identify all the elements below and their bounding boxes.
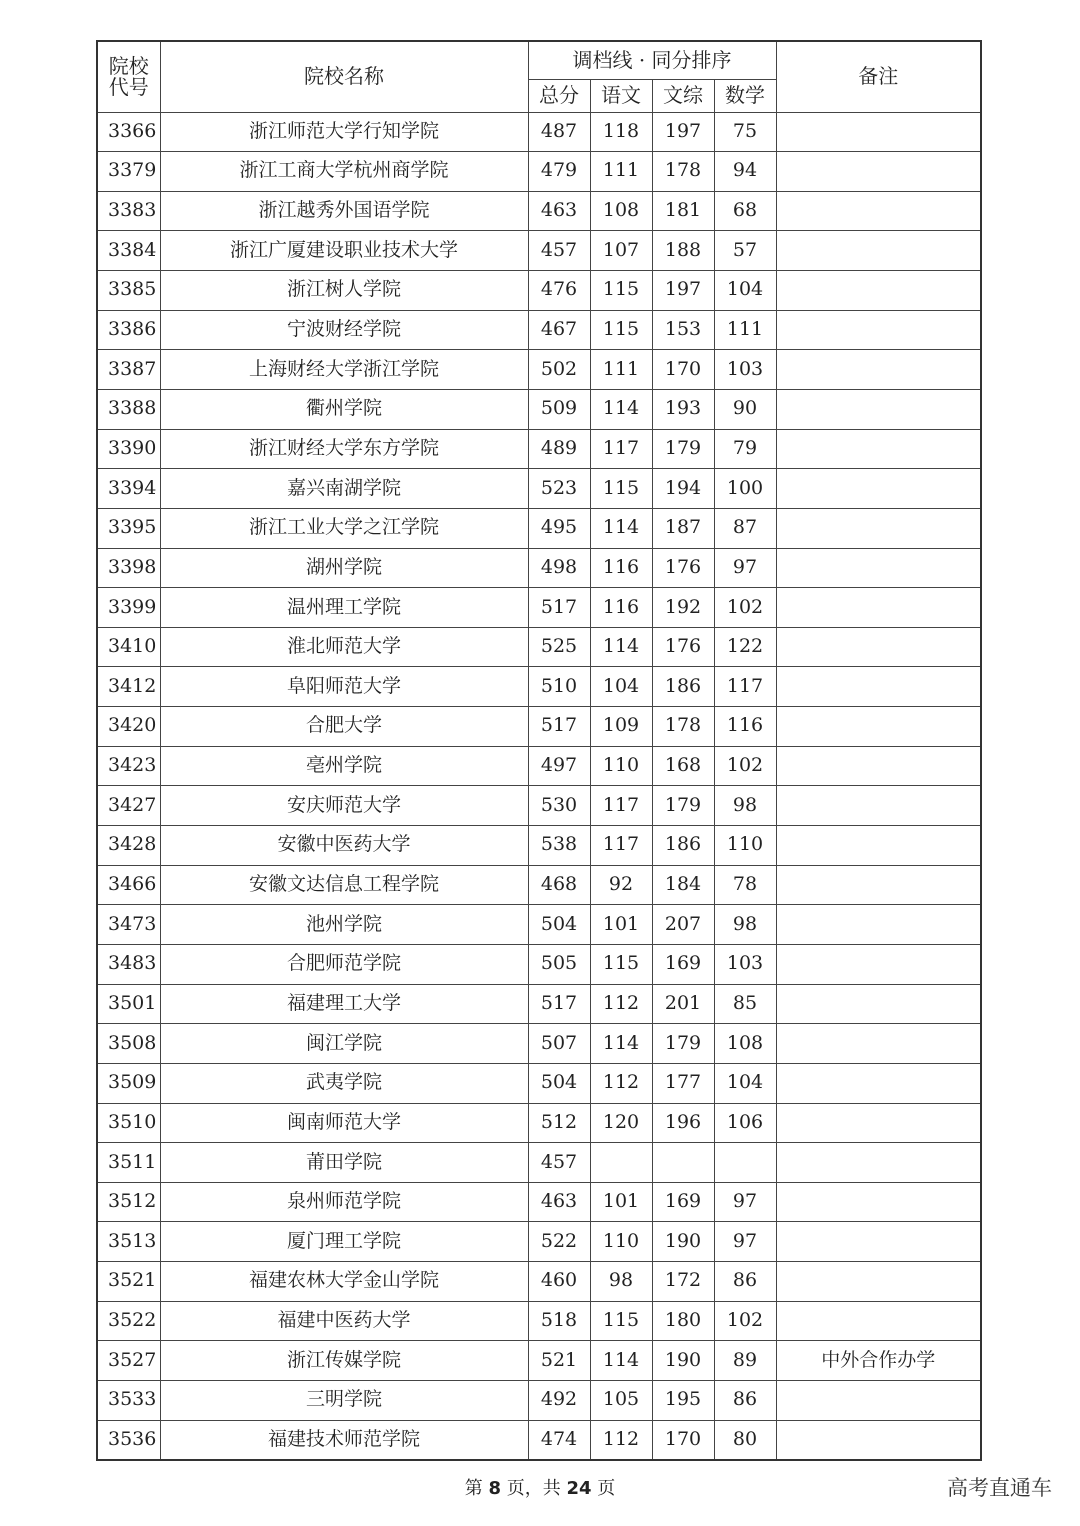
school-code-cell: 3510 xyxy=(97,1103,160,1143)
note-cell xyxy=(776,469,981,509)
total-score-cell: 489 xyxy=(528,429,590,469)
note-cell xyxy=(776,548,981,588)
school-name-cell: 安徽文达信息工程学院 xyxy=(160,865,528,905)
chinese-score-cell: 115 xyxy=(590,310,652,350)
school-code-cell: 3513 xyxy=(97,1222,160,1262)
chinese-score-cell xyxy=(590,1143,652,1183)
table-row xyxy=(97,429,981,469)
chinese-score-cell: 107 xyxy=(590,231,652,271)
footer-prefix: 第 xyxy=(464,1478,483,1499)
school-code-cell: 3420 xyxy=(97,707,160,747)
math-score-cell: 57 xyxy=(714,231,776,271)
math-score-cell: 103 xyxy=(714,350,776,390)
table-row xyxy=(97,1103,981,1143)
total-score-cell: 512 xyxy=(528,1103,590,1143)
note-cell xyxy=(776,865,981,905)
total-score-cell: 497 xyxy=(528,746,590,786)
header-total: 总分 xyxy=(528,79,590,112)
math-score-cell: 104 xyxy=(714,1063,776,1103)
chinese-score-cell: 120 xyxy=(590,1103,652,1143)
table-row xyxy=(97,707,981,747)
note-cell xyxy=(776,707,981,747)
school-name-cell: 福建技术师范学院 xyxy=(160,1420,528,1460)
math-score-cell: 98 xyxy=(714,786,776,826)
math-score-cell: 111 xyxy=(714,310,776,350)
math-score-cell: 94 xyxy=(714,152,776,192)
total-score-cell: 538 xyxy=(528,826,590,866)
liberal-arts-score-cell: 169 xyxy=(652,944,714,984)
school-code-cell: 3533 xyxy=(97,1381,160,1421)
math-score-cell: 110 xyxy=(714,826,776,866)
header-score-group: 调档线 · 同分排序 xyxy=(528,41,776,79)
table-row xyxy=(97,1262,981,1302)
table-row xyxy=(97,112,981,152)
math-score-cell: 102 xyxy=(714,588,776,628)
chinese-score-cell: 112 xyxy=(590,1063,652,1103)
liberal-arts-score-cell: 184 xyxy=(652,865,714,905)
table-row xyxy=(97,191,981,231)
note-cell xyxy=(776,1143,981,1183)
school-name-cell: 池州学院 xyxy=(160,905,528,945)
note-cell xyxy=(776,746,981,786)
liberal-arts-score-cell: 181 xyxy=(652,191,714,231)
liberal-arts-score-cell: 196 xyxy=(652,1103,714,1143)
liberal-arts-score-cell: 153 xyxy=(652,310,714,350)
school-name-cell: 武夷学院 xyxy=(160,1063,528,1103)
table-row xyxy=(97,231,981,271)
page-footer xyxy=(0,1474,1080,1500)
note-cell xyxy=(776,905,981,945)
table-row xyxy=(97,1222,981,1262)
chinese-score-cell: 110 xyxy=(590,746,652,786)
total-score-cell: 504 xyxy=(528,905,590,945)
school-name-cell: 莆田学院 xyxy=(160,1143,528,1183)
school-code-cell: 3410 xyxy=(97,627,160,667)
header-note: 备注 xyxy=(776,41,981,112)
school-name-cell: 衢州学院 xyxy=(160,389,528,429)
table-row xyxy=(97,469,981,509)
math-score-cell: 106 xyxy=(714,1103,776,1143)
total-score-cell: 507 xyxy=(528,1024,590,1064)
total-score-cell: 510 xyxy=(528,667,590,707)
school-name-cell: 合肥大学 xyxy=(160,707,528,747)
liberal-arts-score-cell: 197 xyxy=(652,112,714,152)
table-row xyxy=(97,746,981,786)
school-name-cell: 浙江传媒学院 xyxy=(160,1341,528,1381)
school-code-cell: 3512 xyxy=(97,1182,160,1222)
math-score-cell: 116 xyxy=(714,707,776,747)
liberal-arts-score-cell: 187 xyxy=(652,508,714,548)
note-cell xyxy=(776,310,981,350)
school-name-cell: 福建中医药大学 xyxy=(160,1301,528,1341)
table-row xyxy=(97,271,981,311)
chinese-score-cell: 117 xyxy=(590,826,652,866)
math-score-cell: 97 xyxy=(714,548,776,588)
header-math: 数学 xyxy=(714,79,776,112)
note-cell xyxy=(776,1301,981,1341)
chinese-score-cell: 114 xyxy=(590,508,652,548)
math-score-cell: 100 xyxy=(714,469,776,509)
note-cell xyxy=(776,191,981,231)
math-score-cell: 117 xyxy=(714,667,776,707)
school-name-cell: 上海财经大学浙江学院 xyxy=(160,350,528,390)
chinese-score-cell: 115 xyxy=(590,271,652,311)
table-row xyxy=(97,1024,981,1064)
school-code-cell: 3384 xyxy=(97,231,160,271)
liberal-arts-score-cell: 179 xyxy=(652,786,714,826)
school-code-cell: 3423 xyxy=(97,746,160,786)
school-code-cell: 3521 xyxy=(97,1262,160,1302)
school-code-cell: 3394 xyxy=(97,469,160,509)
school-name-cell: 浙江越秀外国语学院 xyxy=(160,191,528,231)
total-score-cell: 492 xyxy=(528,1381,590,1421)
school-name-cell: 厦门理工学院 xyxy=(160,1222,528,1262)
math-score-cell: 90 xyxy=(714,389,776,429)
school-name-cell: 浙江师范大学行知学院 xyxy=(160,112,528,152)
liberal-arts-score-cell: 176 xyxy=(652,627,714,667)
liberal-arts-score-cell: 193 xyxy=(652,389,714,429)
table-row xyxy=(97,1420,981,1460)
school-name-cell: 浙江广厦建设职业技术大学 xyxy=(160,231,528,271)
note-cell xyxy=(776,944,981,984)
note-cell xyxy=(776,588,981,628)
school-code-cell: 3522 xyxy=(97,1301,160,1341)
chinese-score-cell: 114 xyxy=(590,389,652,429)
note-cell: 中外合作办学 xyxy=(776,1341,981,1381)
total-score-cell: 504 xyxy=(528,1063,590,1103)
school-name-cell: 亳州学院 xyxy=(160,746,528,786)
liberal-arts-score-cell: 186 xyxy=(652,826,714,866)
school-code-cell: 3428 xyxy=(97,826,160,866)
liberal-arts-score-cell: 177 xyxy=(652,1063,714,1103)
note-cell xyxy=(776,1024,981,1064)
school-code-cell: 3388 xyxy=(97,389,160,429)
school-code-cell: 3527 xyxy=(97,1341,160,1381)
total-score-cell: 530 xyxy=(528,786,590,826)
footer-suffix: 页 xyxy=(597,1478,616,1499)
school-code-cell: 3386 xyxy=(97,310,160,350)
chinese-score-cell: 116 xyxy=(590,548,652,588)
chinese-score-cell: 109 xyxy=(590,707,652,747)
note-cell xyxy=(776,271,981,311)
school-name-cell: 温州理工学院 xyxy=(160,588,528,628)
table-row xyxy=(97,944,981,984)
school-name-cell: 淮北师范大学 xyxy=(160,627,528,667)
school-name-cell: 湖州学院 xyxy=(160,548,528,588)
chinese-score-cell: 115 xyxy=(590,469,652,509)
math-score-cell: 79 xyxy=(714,429,776,469)
note-cell xyxy=(776,1063,981,1103)
school-name-cell: 闽江学院 xyxy=(160,1024,528,1064)
math-score-cell: 122 xyxy=(714,627,776,667)
table-row xyxy=(97,786,981,826)
math-score-cell: 98 xyxy=(714,905,776,945)
note-cell xyxy=(776,1222,981,1262)
total-score-cell: 474 xyxy=(528,1420,590,1460)
chinese-score-cell: 117 xyxy=(590,429,652,469)
liberal-arts-score-cell: 186 xyxy=(652,667,714,707)
table-row xyxy=(97,1182,981,1222)
liberal-arts-score-cell: 194 xyxy=(652,469,714,509)
math-score-cell: 97 xyxy=(714,1222,776,1262)
school-name-cell: 浙江工商大学杭州商学院 xyxy=(160,152,528,192)
school-name-cell: 安庆师范大学 xyxy=(160,786,528,826)
note-cell xyxy=(776,429,981,469)
note-cell xyxy=(776,231,981,271)
school-code-cell: 3536 xyxy=(97,1420,160,1460)
total-score-cell: 517 xyxy=(528,984,590,1024)
total-score-cell: 479 xyxy=(528,152,590,192)
liberal-arts-score-cell: 190 xyxy=(652,1341,714,1381)
school-code-cell: 3395 xyxy=(97,508,160,548)
note-cell xyxy=(776,1103,981,1143)
math-score-cell: 68 xyxy=(714,191,776,231)
table-row xyxy=(97,588,981,628)
total-score-cell: 487 xyxy=(528,112,590,152)
school-name-cell: 泉州师范学院 xyxy=(160,1182,528,1222)
school-name-cell: 浙江树人学院 xyxy=(160,271,528,311)
liberal-arts-score-cell: 168 xyxy=(652,746,714,786)
school-name-cell: 浙江工业大学之江学院 xyxy=(160,508,528,548)
footer-middle: 页，共 xyxy=(506,1478,561,1499)
chinese-score-cell: 114 xyxy=(590,627,652,667)
school-name-cell: 安徽中医药大学 xyxy=(160,826,528,866)
school-name-cell: 宁波财经学院 xyxy=(160,310,528,350)
footer-page-number: 8 xyxy=(488,1478,501,1499)
math-score-cell: 75 xyxy=(714,112,776,152)
note-cell xyxy=(776,786,981,826)
school-code-cell: 3399 xyxy=(97,588,160,628)
table-row xyxy=(97,152,981,192)
math-score-cell: 86 xyxy=(714,1381,776,1421)
table-row xyxy=(97,1143,981,1183)
total-score-cell: 467 xyxy=(528,310,590,350)
note-cell xyxy=(776,112,981,152)
header-school-code: 院校代号 xyxy=(97,41,160,112)
note-cell xyxy=(776,1420,981,1460)
school-code-cell: 3483 xyxy=(97,944,160,984)
chinese-score-cell: 105 xyxy=(590,1381,652,1421)
liberal-arts-score-cell: 190 xyxy=(652,1222,714,1262)
footer-total-pages: 24 xyxy=(566,1478,592,1499)
table-row xyxy=(97,905,981,945)
math-score-cell: 102 xyxy=(714,1301,776,1341)
school-name-cell: 福建农林大学金山学院 xyxy=(160,1262,528,1302)
school-code-cell: 3366 xyxy=(97,112,160,152)
note-cell xyxy=(776,508,981,548)
school-code-cell: 3508 xyxy=(97,1024,160,1064)
table-row xyxy=(97,826,981,866)
table-body xyxy=(97,112,981,1460)
total-score-cell: 522 xyxy=(528,1222,590,1262)
total-score-cell: 457 xyxy=(528,1143,590,1183)
liberal-arts-score-cell: 197 xyxy=(652,271,714,311)
math-score-cell: 108 xyxy=(714,1024,776,1064)
liberal-arts-score-cell: 178 xyxy=(652,707,714,747)
table-row xyxy=(97,1301,981,1341)
liberal-arts-score-cell: 179 xyxy=(652,1024,714,1064)
total-score-cell: 517 xyxy=(528,588,590,628)
total-score-cell: 523 xyxy=(528,469,590,509)
total-score-cell: 463 xyxy=(528,191,590,231)
school-code-cell: 3387 xyxy=(97,350,160,390)
liberal-arts-score-cell: 188 xyxy=(652,231,714,271)
admission-score-table xyxy=(96,40,982,1461)
total-score-cell: 476 xyxy=(528,271,590,311)
table-row xyxy=(97,310,981,350)
school-code-cell: 3398 xyxy=(97,548,160,588)
chinese-score-cell: 111 xyxy=(590,350,652,390)
note-cell xyxy=(776,984,981,1024)
chinese-score-cell: 111 xyxy=(590,152,652,192)
total-score-cell: 460 xyxy=(528,1262,590,1302)
math-score-cell: 103 xyxy=(714,944,776,984)
school-code-cell: 3509 xyxy=(97,1063,160,1103)
school-code-cell: 3501 xyxy=(97,984,160,1024)
school-name-cell: 合肥师范学院 xyxy=(160,944,528,984)
math-score-cell: 86 xyxy=(714,1262,776,1302)
liberal-arts-score-cell: 170 xyxy=(652,350,714,390)
total-score-cell: 498 xyxy=(528,548,590,588)
liberal-arts-score-cell: 192 xyxy=(652,588,714,628)
chinese-score-cell: 98 xyxy=(590,1262,652,1302)
school-name-cell: 福建理工大学 xyxy=(160,984,528,1024)
total-score-cell: 495 xyxy=(528,508,590,548)
chinese-score-cell: 114 xyxy=(590,1024,652,1064)
chinese-score-cell: 101 xyxy=(590,905,652,945)
table-row xyxy=(97,627,981,667)
liberal-arts-score-cell: 179 xyxy=(652,429,714,469)
total-score-cell: 468 xyxy=(528,865,590,905)
chinese-score-cell: 92 xyxy=(590,865,652,905)
school-name-cell: 阜阳师范大学 xyxy=(160,667,528,707)
school-name-cell: 浙江财经大学东方学院 xyxy=(160,429,528,469)
total-score-cell: 517 xyxy=(528,707,590,747)
total-score-cell: 505 xyxy=(528,944,590,984)
table-row xyxy=(97,1381,981,1421)
note-cell xyxy=(776,1182,981,1222)
table-row xyxy=(97,984,981,1024)
school-name-cell: 闽南师范大学 xyxy=(160,1103,528,1143)
header-chinese: 语文 xyxy=(590,79,652,112)
school-code-cell: 3385 xyxy=(97,271,160,311)
note-cell xyxy=(776,1262,981,1302)
chinese-score-cell: 117 xyxy=(590,786,652,826)
liberal-arts-score-cell: 176 xyxy=(652,548,714,588)
table-row xyxy=(97,865,981,905)
chinese-score-cell: 108 xyxy=(590,191,652,231)
liberal-arts-score-cell: 180 xyxy=(652,1301,714,1341)
table-row xyxy=(97,350,981,390)
liberal-arts-score-cell: 169 xyxy=(652,1182,714,1222)
school-code-cell: 3427 xyxy=(97,786,160,826)
table-row xyxy=(97,548,981,588)
school-code-cell: 3473 xyxy=(97,905,160,945)
total-score-cell: 502 xyxy=(528,350,590,390)
chinese-score-cell: 112 xyxy=(590,984,652,1024)
school-name-cell: 嘉兴南湖学院 xyxy=(160,469,528,509)
math-score-cell: 97 xyxy=(714,1182,776,1222)
brand-label: 高考直通车 xyxy=(947,1476,1052,1500)
total-score-cell: 457 xyxy=(528,231,590,271)
total-score-cell: 518 xyxy=(528,1301,590,1341)
chinese-score-cell: 116 xyxy=(590,588,652,628)
math-score-cell xyxy=(714,1143,776,1183)
chinese-score-cell: 114 xyxy=(590,1341,652,1381)
table-row xyxy=(97,389,981,429)
chinese-score-cell: 115 xyxy=(590,1301,652,1341)
chinese-score-cell: 112 xyxy=(590,1420,652,1460)
liberal-arts-score-cell xyxy=(652,1143,714,1183)
school-code-cell: 3511 xyxy=(97,1143,160,1183)
school-code-cell: 3412 xyxy=(97,667,160,707)
math-score-cell: 102 xyxy=(714,746,776,786)
table-row xyxy=(97,667,981,707)
note-cell xyxy=(776,1381,981,1421)
math-score-cell: 104 xyxy=(714,271,776,311)
note-cell xyxy=(776,389,981,429)
header-school-name: 院校名称 xyxy=(160,41,528,112)
liberal-arts-score-cell: 178 xyxy=(652,152,714,192)
liberal-arts-score-cell: 207 xyxy=(652,905,714,945)
note-cell xyxy=(776,152,981,192)
chinese-score-cell: 104 xyxy=(590,667,652,707)
chinese-score-cell: 118 xyxy=(590,112,652,152)
table-row xyxy=(97,1341,981,1381)
total-score-cell: 525 xyxy=(528,627,590,667)
school-code-cell: 3390 xyxy=(97,429,160,469)
liberal-arts-score-cell: 195 xyxy=(652,1381,714,1421)
liberal-arts-score-cell: 201 xyxy=(652,984,714,1024)
school-name-cell: 三明学院 xyxy=(160,1381,528,1421)
math-score-cell: 89 xyxy=(714,1341,776,1381)
liberal-arts-score-cell: 172 xyxy=(652,1262,714,1302)
liberal-arts-score-cell: 170 xyxy=(652,1420,714,1460)
total-score-cell: 463 xyxy=(528,1182,590,1222)
note-cell xyxy=(776,667,981,707)
note-cell xyxy=(776,350,981,390)
total-score-cell: 521 xyxy=(528,1341,590,1381)
chinese-score-cell: 101 xyxy=(590,1182,652,1222)
math-score-cell: 78 xyxy=(714,865,776,905)
math-score-cell: 85 xyxy=(714,984,776,1024)
table-row xyxy=(97,1063,981,1103)
math-score-cell: 87 xyxy=(714,508,776,548)
school-code-cell: 3466 xyxy=(97,865,160,905)
total-score-cell: 509 xyxy=(528,389,590,429)
chinese-score-cell: 110 xyxy=(590,1222,652,1262)
header-liberal-arts: 文综 xyxy=(652,79,714,112)
table-row xyxy=(97,508,981,548)
math-score-cell: 80 xyxy=(714,1420,776,1460)
chinese-score-cell: 115 xyxy=(590,944,652,984)
note-cell xyxy=(776,826,981,866)
school-code-cell: 3383 xyxy=(97,191,160,231)
note-cell xyxy=(776,627,981,667)
school-code-cell: 3379 xyxy=(97,152,160,192)
